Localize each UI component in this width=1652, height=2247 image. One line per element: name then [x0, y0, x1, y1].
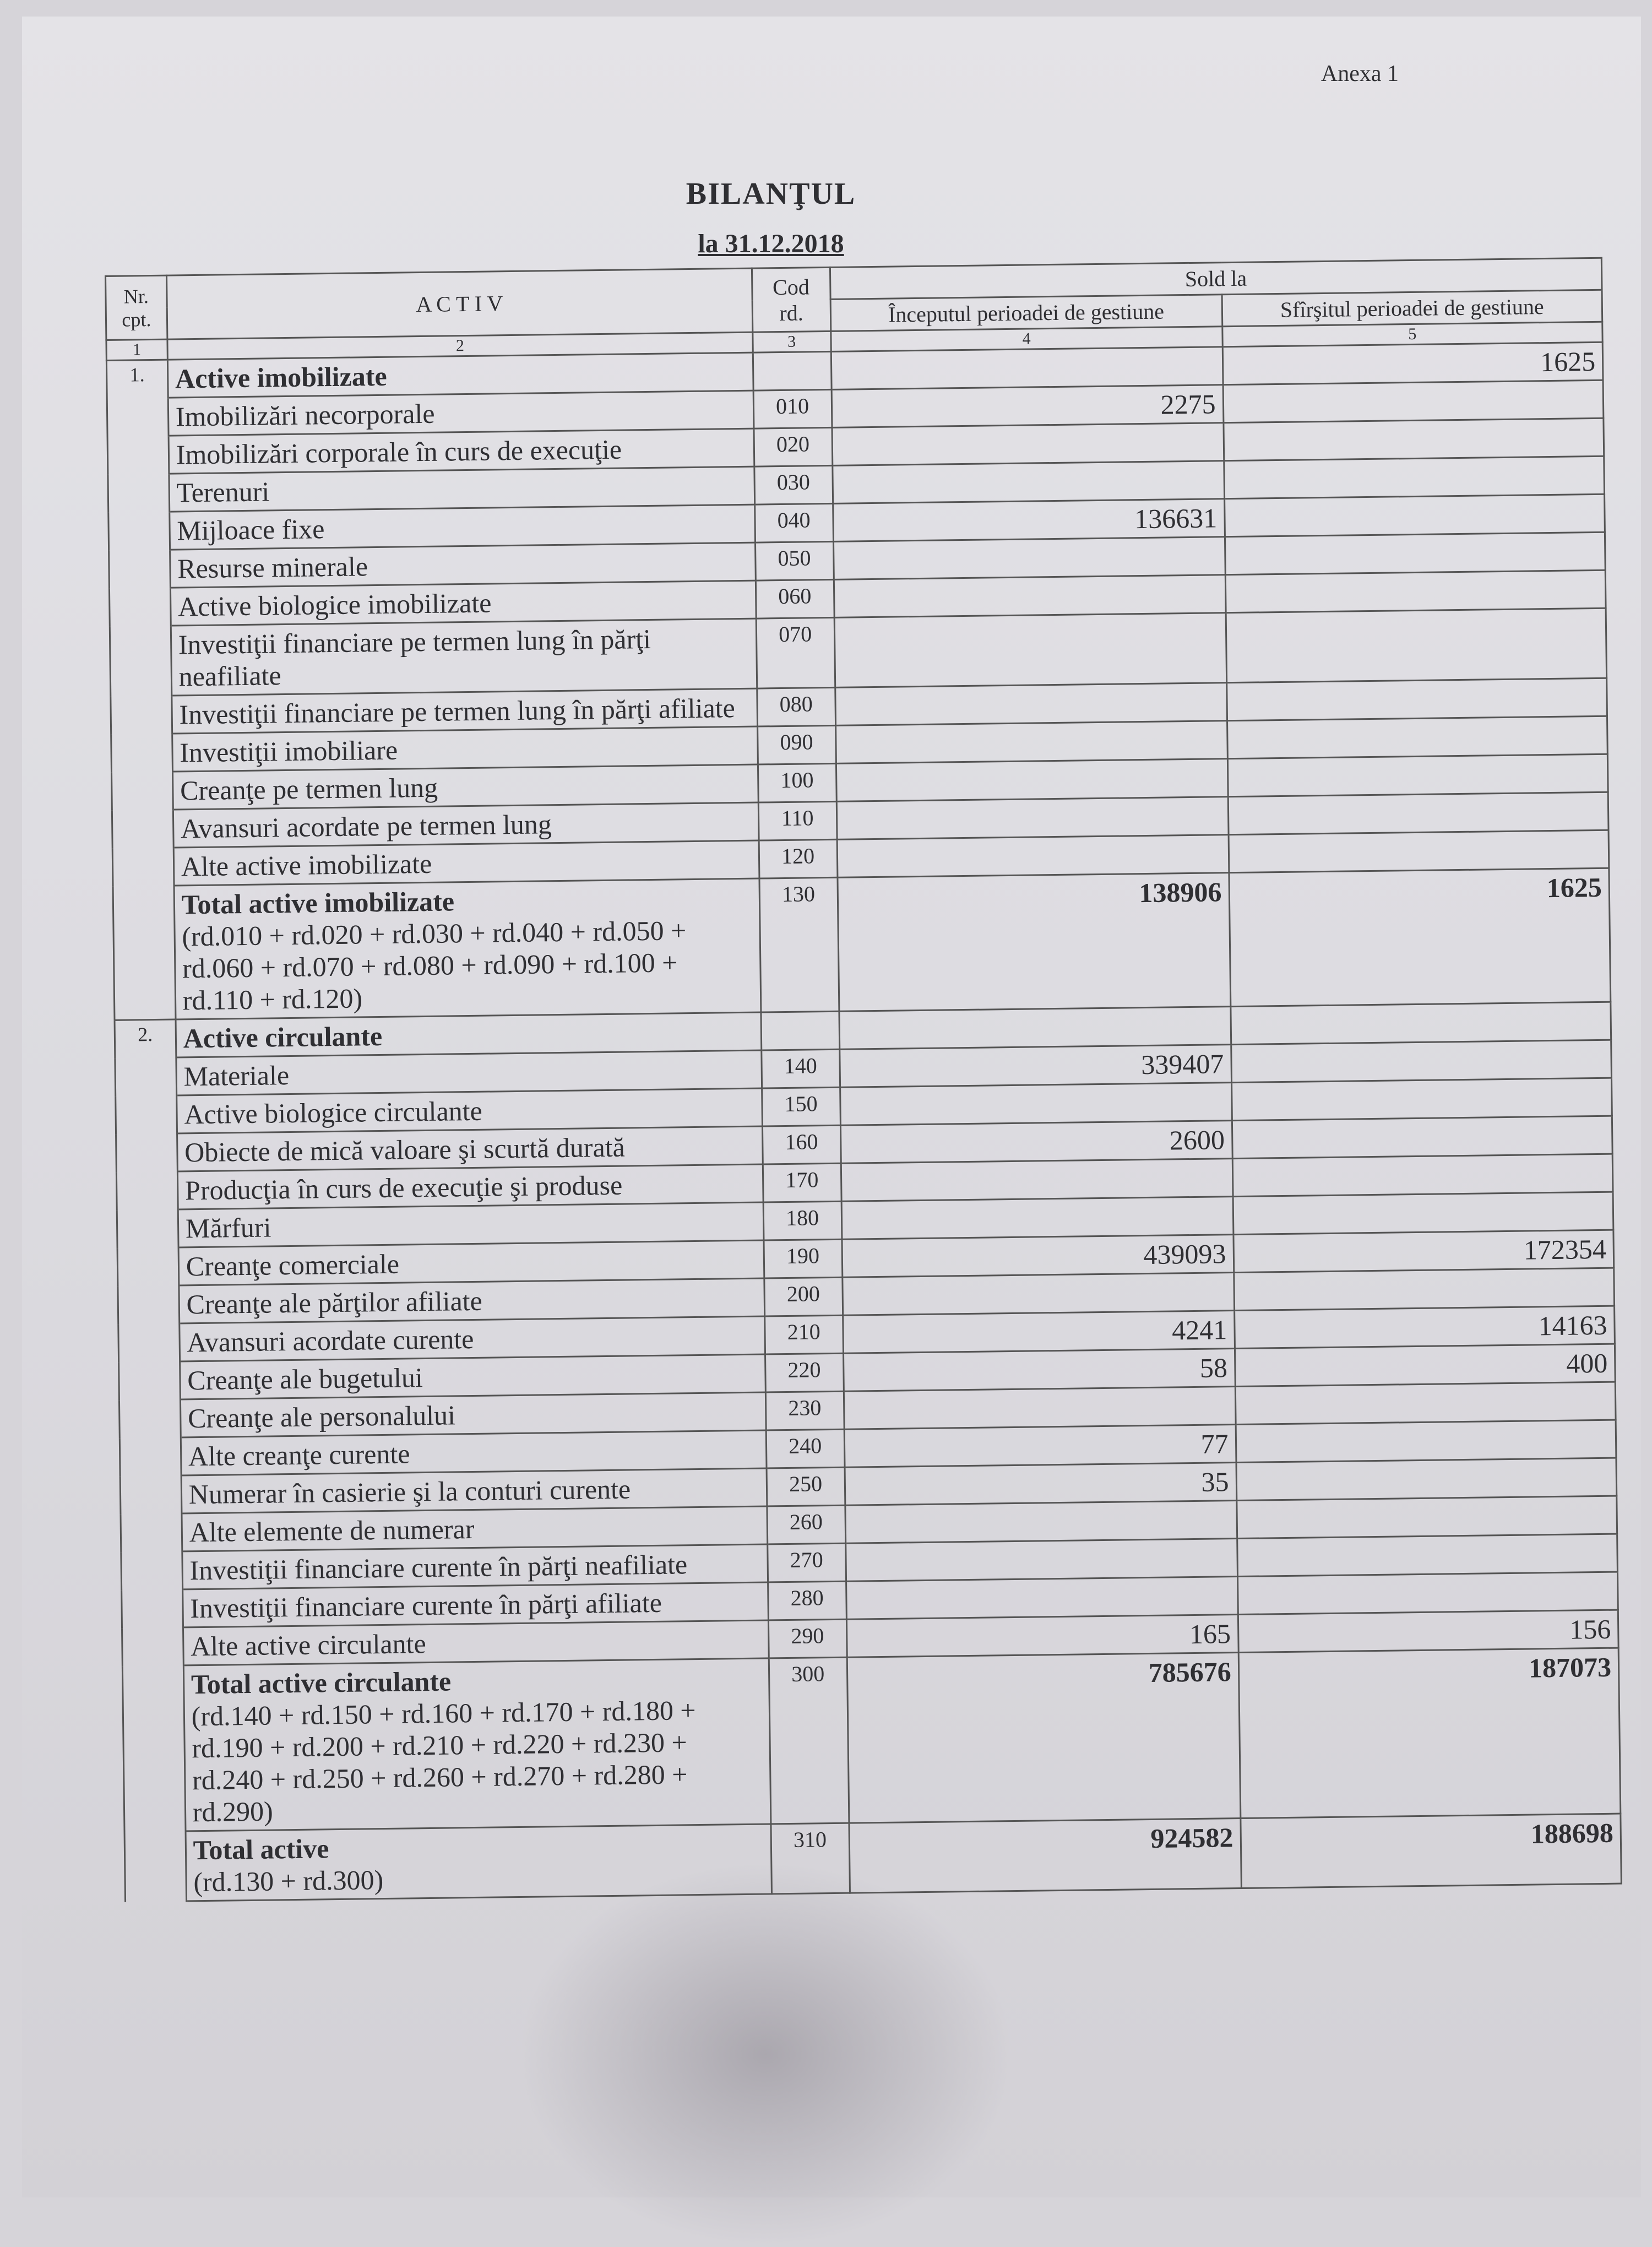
row-code: 150 — [762, 1087, 840, 1126]
value-end — [1227, 754, 1608, 796]
row-label-text: Investiţii imobiliare — [180, 734, 398, 768]
row-label-text: Avansuri acordate curente — [187, 1323, 474, 1358]
row-code: 160 — [762, 1125, 841, 1164]
value-end — [1230, 1002, 1611, 1044]
row-formula: (rd.140 + rd.150 + rd.160 + rd.170 + rd.180 + rd.190 + rd.200 + rd.210 + rd.220 + rd.230 + rd.240 + rd.250 + rd.260 + rd.270 + rd.280 + rd.290) — [191, 1695, 696, 1828]
row-number — [108, 512, 170, 550]
value-end: 1625 — [1229, 868, 1610, 1006]
row-number — [117, 1247, 179, 1286]
row-code: 040 — [754, 503, 833, 542]
row-label — [176, 1012, 762, 1057]
row-number — [107, 398, 169, 436]
row-label — [169, 466, 755, 512]
row-label-text: Total active imobilizate — [181, 886, 455, 920]
row-number — [119, 1399, 181, 1438]
value-end: 172354 — [1233, 1230, 1614, 1272]
annex-label: Anexa 1 — [1320, 61, 1399, 86]
value-start: 77 — [844, 1425, 1236, 1468]
row-number — [117, 1209, 178, 1248]
value-start — [844, 1387, 1236, 1430]
value-end — [1233, 1268, 1614, 1310]
row-label-text: Active imobilizate — [175, 360, 387, 394]
row-label-text: Mărfuri — [185, 1212, 271, 1244]
row-code: 050 — [755, 541, 834, 580]
value-start — [845, 1539, 1237, 1582]
row-label-text: Creanţe ale părţilor afiliate — [186, 1285, 483, 1320]
row-label-text: Alte active imobilizate — [181, 848, 432, 882]
value-start — [836, 759, 1228, 802]
row-number — [119, 1437, 181, 1476]
row-label — [178, 1202, 764, 1247]
row-label — [172, 764, 758, 810]
row-label — [182, 1544, 768, 1589]
row-number — [112, 848, 174, 886]
row-label-text: Producţia în curs de execuţie şi produse — [184, 1169, 623, 1206]
row-label-text: Materiale — [183, 1060, 290, 1092]
value-end: 188698 — [1240, 1814, 1621, 1888]
row-label-text: Total active — [193, 1833, 329, 1866]
row-label-text: Investiţii financiare pe termen lung în părţi neafiliate — [178, 623, 651, 692]
value-start: 58 — [843, 1349, 1235, 1392]
value-start — [831, 347, 1223, 390]
row-number: 2. — [115, 1019, 176, 1058]
row-code: 300 — [769, 1657, 849, 1824]
value-start — [836, 797, 1229, 840]
column-number: 2 — [167, 332, 753, 360]
row-label-text: Creanţe comerciale — [186, 1248, 400, 1282]
value-end — [1231, 1040, 1611, 1082]
row-number — [116, 1133, 178, 1172]
header-cod: Cod rd. — [752, 267, 830, 332]
row-number — [118, 1285, 180, 1324]
row-label — [178, 1240, 764, 1285]
value-start: 439093 — [842, 1235, 1234, 1278]
row-label-text: Active biologice imobilizate — [177, 587, 492, 622]
row-label — [169, 428, 754, 474]
row-label-text: Mijloace fixe — [177, 513, 325, 546]
row-number — [122, 1665, 185, 1832]
row-label-text: Investiţii financiare pe termen lung în părţi afiliate — [179, 692, 736, 730]
value-start — [845, 1501, 1237, 1544]
header-nr: Nr. cpt. — [106, 275, 167, 340]
value-end — [1224, 494, 1605, 536]
value-start: 136631 — [833, 499, 1225, 542]
document-date: la 31.12.2018 — [698, 229, 844, 258]
value-start: 2600 — [840, 1121, 1232, 1164]
row-code: 060 — [756, 579, 834, 618]
row-label-text: Resurse minerale — [177, 551, 368, 584]
row-number — [107, 436, 169, 474]
value-start — [841, 1159, 1233, 1202]
value-start — [834, 575, 1226, 618]
row-formula: (rd.130 + rd.300) — [193, 1864, 384, 1898]
value-end — [1226, 608, 1607, 682]
row-label-text: Imobilizări necorporale — [175, 398, 435, 432]
header-activ: A C T I V — [166, 268, 752, 339]
value-end — [1235, 1382, 1616, 1424]
row-number — [122, 1627, 184, 1666]
value-start: 339407 — [839, 1045, 1231, 1088]
balance-sheet-table — [105, 257, 1622, 1903]
value-start — [835, 683, 1227, 726]
value-end — [1237, 1572, 1618, 1614]
row-code: 130 — [759, 877, 839, 1012]
value-start — [839, 1007, 1231, 1050]
value-end — [1223, 380, 1604, 422]
row-label-text: Alte creanţe curente — [188, 1438, 410, 1472]
value-end: 156 — [1238, 1610, 1618, 1652]
row-code: 270 — [767, 1543, 846, 1582]
row-code: 090 — [757, 725, 836, 764]
row-formula: (rd.010 + rd.020 + rd.030 + rd.040 + rd.050 + rd.060 + rd.070 + rd.080 + rd.090 + rd.100 + rd.110 + rd.120) — [182, 915, 687, 1016]
header-end: Sfîrşitul perioadei de gestiune — [1222, 290, 1602, 326]
value-start: 138906 — [837, 873, 1230, 1012]
value-start — [832, 423, 1224, 466]
row-label — [170, 504, 756, 550]
value-start — [846, 1577, 1238, 1620]
column-number: 1 — [106, 339, 167, 360]
row-code: 080 — [757, 687, 835, 726]
value-end — [1227, 716, 1607, 758]
row-label — [170, 542, 756, 588]
row-code: 120 — [759, 839, 838, 878]
value-start: 165 — [846, 1615, 1238, 1658]
row-code — [761, 1011, 840, 1050]
row-label — [177, 1164, 763, 1209]
row-number: 1. — [106, 360, 168, 398]
row-label — [180, 1392, 766, 1437]
value-end: 14163 — [1234, 1306, 1615, 1348]
row-number — [116, 1171, 178, 1210]
row-label — [181, 1430, 767, 1475]
row-number — [109, 550, 171, 588]
row-code: 100 — [758, 763, 836, 802]
row-number — [121, 1513, 182, 1552]
row-label — [170, 580, 756, 626]
value-end: 400 — [1235, 1344, 1615, 1386]
row-number — [108, 474, 170, 512]
value-end — [1237, 1534, 1617, 1576]
row-code: 170 — [763, 1163, 841, 1202]
value-end: 187073 — [1238, 1648, 1621, 1818]
row-code: 030 — [754, 465, 833, 504]
header-sold-la: Sold la — [830, 258, 1602, 299]
value-end — [1233, 1192, 1613, 1234]
row-number — [112, 810, 173, 848]
row-label-text: Creanţe ale personalului — [187, 1399, 456, 1434]
header-start: Începutul perioadei de gestiune — [830, 295, 1222, 332]
row-label-text: Investiţii financiare curente în părţi neafiliate — [189, 1549, 688, 1586]
value-end — [1229, 830, 1609, 872]
row-code: 020 — [754, 427, 833, 466]
row-label-text: Terenuri — [176, 476, 270, 508]
row-number — [116, 1095, 177, 1134]
row-label — [172, 726, 758, 772]
value-start: 35 — [845, 1463, 1237, 1506]
value-end — [1226, 678, 1607, 720]
row-code: 250 — [767, 1467, 845, 1506]
row-label-text: Alte elemente de numerar — [189, 1513, 475, 1548]
table-row — [122, 1648, 1620, 1832]
table-body — [106, 342, 1621, 1902]
column-number: 4 — [830, 327, 1222, 352]
value-end — [1232, 1116, 1612, 1158]
row-code: 280 — [768, 1581, 846, 1620]
row-label — [180, 1316, 765, 1361]
value-start: 2275 — [832, 385, 1224, 428]
row-label — [168, 390, 754, 436]
row-code: 140 — [762, 1049, 840, 1088]
value-end — [1224, 456, 1604, 498]
row-code: 240 — [766, 1429, 845, 1468]
column-number: 3 — [753, 331, 831, 352]
document-title: BILANŢUL — [686, 177, 856, 211]
row-label — [180, 1354, 765, 1399]
value-end — [1232, 1154, 1613, 1196]
row-label — [174, 878, 761, 1019]
value-start — [833, 537, 1225, 580]
row-number — [124, 1831, 186, 1902]
row-code: 070 — [756, 617, 835, 688]
row-label — [183, 1620, 769, 1665]
row-label-text: Investiţii financiare curente în părţi afiliate — [189, 1587, 662, 1624]
row-label-text: Avansuri acordate pe termen lung — [180, 808, 552, 844]
value-end — [1228, 792, 1608, 834]
row-number — [121, 1551, 183, 1590]
row-number — [111, 696, 172, 734]
value-start: 924582 — [849, 1819, 1241, 1893]
row-code — [753, 351, 832, 390]
row-code: 290 — [768, 1619, 847, 1658]
value-end — [1225, 570, 1606, 612]
row-number — [111, 734, 173, 772]
table-row — [113, 868, 1611, 1020]
row-code: 180 — [763, 1201, 842, 1240]
value-end — [1224, 418, 1604, 460]
row-number — [110, 626, 171, 696]
row-number — [109, 588, 171, 626]
row-label — [181, 1468, 767, 1513]
value-start — [835, 721, 1227, 764]
row-number — [112, 772, 173, 810]
row-label — [179, 1278, 765, 1323]
row-code: 260 — [767, 1505, 846, 1544]
row-label — [173, 840, 759, 886]
column-number: 5 — [1222, 322, 1602, 346]
row-label-text: Creanţe ale bugetului — [187, 1362, 423, 1396]
row-number — [115, 1057, 177, 1096]
row-number — [119, 1361, 181, 1400]
row-label-text: Imobilizări corporale în curs de execuţie — [176, 433, 622, 470]
row-number — [120, 1475, 182, 1514]
value-end — [1236, 1458, 1617, 1500]
row-code: 010 — [753, 389, 832, 428]
row-code: 220 — [765, 1353, 844, 1392]
row-label — [177, 1126, 763, 1171]
row-label — [183, 1658, 771, 1831]
value-start — [837, 835, 1229, 878]
row-label-text: Obiecte de mică valoare şi scurtă durată — [184, 1131, 626, 1168]
row-label-text: Numerar în casierie şi la conturi curente — [188, 1473, 631, 1510]
value-start: 4241 — [843, 1311, 1235, 1354]
row-code: 310 — [771, 1823, 850, 1894]
value-end — [1231, 1078, 1612, 1120]
row-label — [182, 1506, 768, 1551]
row-code: 110 — [758, 801, 837, 840]
row-label — [172, 688, 758, 734]
value-end: 1625 — [1222, 342, 1603, 384]
row-code: 210 — [764, 1315, 843, 1354]
value-start — [834, 613, 1227, 688]
value-start — [832, 461, 1224, 504]
value-start — [840, 1083, 1232, 1126]
row-label-text: Creanţe pe termen lung — [180, 772, 438, 806]
row-label-text: Alte active circulante — [190, 1628, 427, 1662]
row-label — [176, 1088, 762, 1133]
row-code: 200 — [764, 1277, 843, 1316]
row-code: 190 — [764, 1239, 843, 1278]
row-label-text: Active biologice circulante — [184, 1095, 483, 1130]
row-label — [171, 618, 757, 696]
row-code: 230 — [765, 1391, 844, 1430]
value-start — [842, 1273, 1234, 1316]
row-label-text: Total active circulante — [191, 1665, 452, 1700]
row-label — [167, 352, 753, 398]
row-label-text: Active circulante — [183, 1020, 383, 1054]
row-number — [118, 1323, 180, 1362]
value-start — [841, 1197, 1233, 1240]
value-start: 785676 — [847, 1653, 1241, 1823]
hand-shadow — [518, 1861, 1013, 2247]
row-label — [173, 802, 759, 848]
document-page — [22, 17, 1641, 2197]
row-number — [113, 886, 176, 1020]
value-end — [1236, 1420, 1616, 1462]
row-label — [182, 1582, 768, 1627]
row-number — [122, 1589, 183, 1628]
value-end — [1225, 532, 1605, 574]
row-label — [176, 1050, 762, 1095]
value-end — [1236, 1496, 1617, 1538]
